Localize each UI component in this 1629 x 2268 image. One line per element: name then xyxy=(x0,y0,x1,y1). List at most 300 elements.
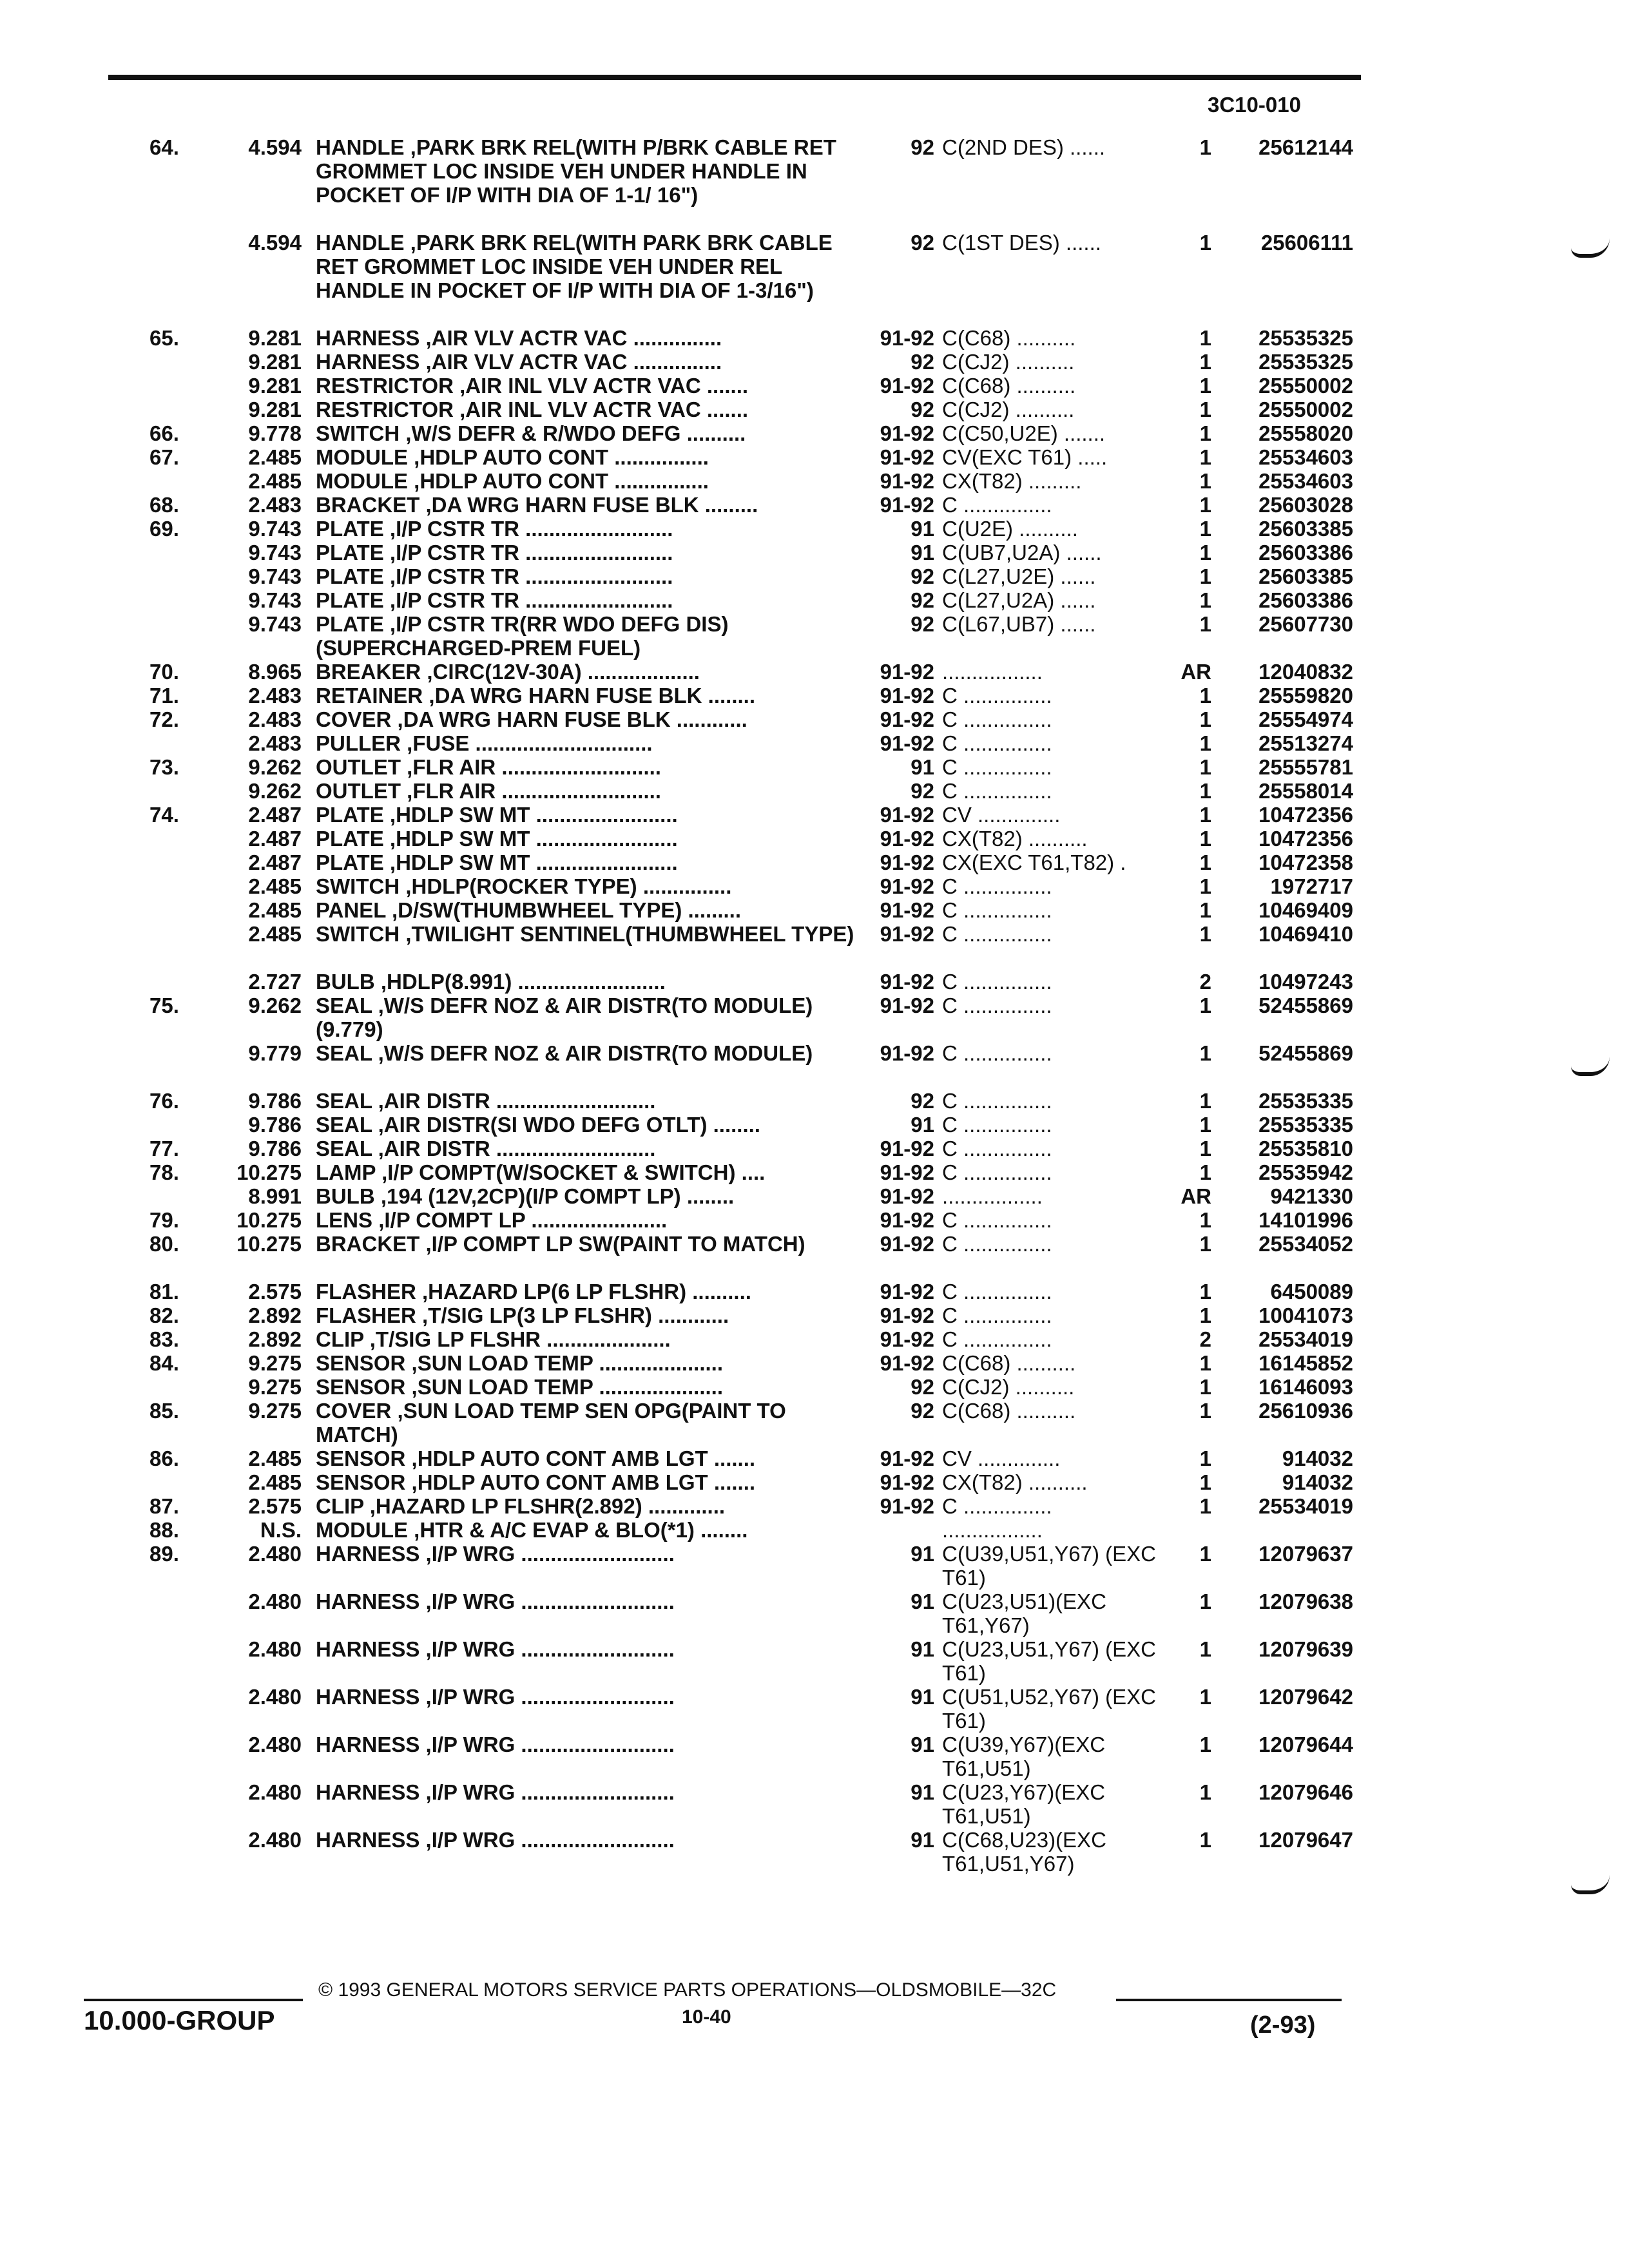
row-description xyxy=(316,1184,857,1208)
table-row xyxy=(0,827,1629,850)
row-part-name: PULLER xyxy=(316,731,401,755)
row-ref: 84. xyxy=(149,1351,179,1375)
row-ref: 75. xyxy=(149,994,179,1017)
row-description-text: ,I/P WRG .......................... xyxy=(425,1733,675,1756)
row-usage: C(L27,U2A) ...... xyxy=(942,588,1096,612)
table-row xyxy=(0,898,1629,922)
row-usage: ................. xyxy=(942,660,1043,684)
row-qty: 1 xyxy=(1199,898,1211,922)
row-ref: 85. xyxy=(149,1399,179,1423)
row-description xyxy=(316,755,857,779)
row-qty: 1 xyxy=(1199,874,1211,898)
row-qty: 1 xyxy=(1199,803,1211,827)
row-description-text: ,HDLP AUTO CONT AMB LGT ....... xyxy=(411,1470,756,1494)
row-description-text: ,T/SIG LP(3 LP FLSHR) ............ xyxy=(422,1303,729,1327)
row-year: 91 xyxy=(911,1828,934,1852)
row-description xyxy=(316,731,857,755)
row-description xyxy=(316,493,857,517)
row-usage: C ............... xyxy=(942,779,1052,803)
row-year: 91-92 xyxy=(880,421,934,445)
row-part-name: BULB xyxy=(316,970,375,994)
row-year: 91-92 xyxy=(880,1184,934,1208)
row-description xyxy=(316,541,857,564)
row-part-name: CLIP xyxy=(316,1494,364,1518)
row-description xyxy=(316,445,857,469)
row-group: 9.281 xyxy=(248,350,302,374)
row-part-name: PLATE xyxy=(316,588,384,612)
row-group: 2.485 xyxy=(248,874,302,898)
row-group: 2.483 xyxy=(248,493,302,517)
row-year: 91 xyxy=(911,1685,934,1709)
row-part-name: SWITCH xyxy=(316,874,400,898)
row-year: 92 xyxy=(911,135,934,159)
row-qty: 1 xyxy=(1199,922,1211,946)
row-description-text: ,HDLP SW MT ........................ xyxy=(389,850,678,874)
row-year: 91-92 xyxy=(880,326,934,350)
row-usage: C ............... xyxy=(942,493,1052,517)
row-part-name: SENSOR xyxy=(316,1351,406,1375)
row-part-name: CLIP xyxy=(316,1327,364,1351)
row-year: 91 xyxy=(911,1590,934,1613)
row-group: 2.480 xyxy=(248,1590,302,1613)
row-year: 92 xyxy=(911,1375,934,1399)
row-qty: 1 xyxy=(1199,1232,1211,1256)
row-usage: C ............... xyxy=(942,731,1052,755)
row-usage: C(U39,U51,Y67) (EXC T61) xyxy=(942,1542,1156,1590)
row-usage: C(U23,U51)(EXC T61,Y67) xyxy=(942,1590,1106,1637)
row-part-name: SWITCH xyxy=(316,922,400,946)
row-qty: 1 xyxy=(1199,707,1211,731)
row-part-name: HARNESS xyxy=(316,326,420,350)
row-part-name: SEAL xyxy=(316,994,372,1017)
row-usage: C ............... xyxy=(942,755,1052,779)
row-group: 4.594 xyxy=(248,231,302,255)
row-qty: 1 xyxy=(1199,1137,1211,1160)
row-ref: 65. xyxy=(149,326,179,350)
table-row xyxy=(0,564,1629,588)
row-qty: 1 xyxy=(1199,1208,1211,1232)
row-description-text: ,PARK BRK REL(WITH P/BRK CABLE RET GROMMET LOC INSIDE VEH UNDER HANDLE IN POCKET OF I/P WITH DIA OF 1-1/ 16") xyxy=(316,135,836,207)
row-usage: C(UB7,U2A) ...... xyxy=(942,541,1102,564)
row-description xyxy=(316,1518,857,1542)
table-row xyxy=(0,803,1629,827)
table-row xyxy=(0,779,1629,803)
row-part-number: 10469410 xyxy=(1258,922,1353,946)
row-part-number: 52455869 xyxy=(1258,1041,1353,1065)
row-description xyxy=(316,1089,857,1113)
row-description-text: ,I/P CSTR TR ......................... xyxy=(389,541,673,564)
row-part-number: 12079647 xyxy=(1258,1828,1353,1852)
row-usage: C ............... xyxy=(942,1327,1052,1351)
row-group: 2.480 xyxy=(248,1828,302,1852)
row-ref: 72. xyxy=(149,707,179,731)
table-row xyxy=(0,612,1629,660)
row-part-number: 14101996 xyxy=(1258,1208,1353,1232)
row-description-text: ,I/P WRG .......................... xyxy=(425,1685,675,1709)
row-description xyxy=(316,1399,857,1446)
row-qty: 1 xyxy=(1199,1828,1211,1852)
row-qty: 1 xyxy=(1199,612,1211,636)
row-qty: 1 xyxy=(1199,779,1211,803)
row-part-number: 10041073 xyxy=(1258,1303,1353,1327)
table-row xyxy=(0,1399,1629,1446)
parts-list xyxy=(0,135,1629,1876)
table-row xyxy=(0,1137,1629,1160)
row-year: 91-92 xyxy=(880,1041,934,1065)
row-qty: AR xyxy=(1181,660,1211,684)
row-description-text: ,FUSE .............................. xyxy=(407,731,653,755)
row-group: 2.480 xyxy=(248,1780,302,1804)
row-part-name: PLATE xyxy=(316,803,384,827)
row-group: 9.786 xyxy=(248,1089,302,1113)
row-usage: C ............... xyxy=(942,684,1052,707)
row-qty: 1 xyxy=(1199,1780,1211,1804)
row-usage: CV(EXC T61) ..... xyxy=(942,445,1108,469)
row-part-name: SEAL xyxy=(316,1089,372,1113)
row-description-text: ,HDLP(ROCKER TYPE) ............... xyxy=(405,874,732,898)
row-part-number: 12079638 xyxy=(1258,1590,1353,1613)
row-group: 8.965 xyxy=(248,660,302,684)
row-description xyxy=(316,517,857,541)
row-part-number: 25603385 xyxy=(1258,517,1353,541)
row-year: 91-92 xyxy=(880,922,934,946)
row-year: 92 xyxy=(911,612,934,636)
row-description xyxy=(316,135,857,207)
row-part-number: 16146093 xyxy=(1258,1375,1353,1399)
table-row xyxy=(0,874,1629,898)
table-row xyxy=(0,1089,1629,1113)
row-description-text: ,DA WRG HARN FUSE BLK ............ xyxy=(397,707,747,731)
row-description xyxy=(316,1208,857,1232)
row-part-number: 25607730 xyxy=(1258,612,1353,636)
row-year: 91-92 xyxy=(880,1232,934,1256)
row-description xyxy=(316,612,857,660)
row-year: 91-92 xyxy=(880,803,934,827)
row-description-text: ,AIR VLV ACTR VAC ............... xyxy=(425,350,722,374)
row-usage: C ............... xyxy=(942,970,1052,994)
row-usage: C(CJ2) .......... xyxy=(942,350,1075,374)
row-description-text: ,W/S DEFR NOZ & AIR DISTR(TO MODULE)(9.779) xyxy=(316,994,813,1041)
row-usage: C(CJ2) .......... xyxy=(942,1375,1075,1399)
row-part-name: MODULE xyxy=(316,1518,408,1542)
row-qty: 1 xyxy=(1199,1637,1211,1661)
row-year: 91 xyxy=(911,1733,934,1756)
row-usage: C ............... xyxy=(942,994,1052,1017)
row-description-text: ,AIR DISTR ........................... xyxy=(378,1137,656,1160)
row-year: 91 xyxy=(911,517,934,541)
row-qty: 1 xyxy=(1199,1470,1211,1494)
row-description-text: ,I/P CSTR TR(RR WDO DEFG DIS) (SUPERCHARGED-PREM FUEL) xyxy=(316,612,729,660)
row-part-name: LENS xyxy=(316,1208,373,1232)
row-usage: C(U51,U52,Y67) (EXC T61) xyxy=(942,1685,1156,1733)
row-part-name: SENSOR xyxy=(316,1375,406,1399)
row-usage: C(C50,U2E) ....... xyxy=(942,421,1106,445)
row-part-number: 1972717 xyxy=(1270,874,1353,898)
row-part-name: HARNESS xyxy=(316,1637,420,1661)
row-usage: C(C68) .......... xyxy=(942,374,1076,398)
row-part-name: HARNESS xyxy=(316,1542,420,1566)
row-part-number: 25606111 xyxy=(1260,231,1353,255)
row-year: 91 xyxy=(911,755,934,779)
row-qty: 1 xyxy=(1199,1089,1211,1113)
row-year: 92 xyxy=(911,398,934,421)
row-description xyxy=(316,850,857,874)
table-row xyxy=(0,421,1629,445)
row-description-text: ,HDLP AUTO CONT AMB LGT ....... xyxy=(411,1446,756,1470)
row-group: 2.480 xyxy=(248,1542,302,1566)
row-group: 9.281 xyxy=(248,326,302,350)
row-description-text: ,SUN LOAD TEMP ..................... xyxy=(411,1375,723,1399)
table-row xyxy=(0,135,1629,231)
row-description xyxy=(316,374,857,398)
row-group: 9.262 xyxy=(248,779,302,803)
row-description-text: ,T/SIG LP FLSHR ..................... xyxy=(369,1327,671,1351)
row-qty: 1 xyxy=(1199,469,1211,493)
row-description xyxy=(316,1685,857,1709)
row-usage: C ............... xyxy=(942,1280,1052,1303)
table-row xyxy=(0,1518,1629,1542)
row-usage: C(C68) .......... xyxy=(942,326,1076,350)
row-usage: C ............... xyxy=(942,1113,1052,1137)
row-year: 91-92 xyxy=(880,1446,934,1470)
row-year: 92 xyxy=(911,231,934,255)
row-qty: 1 xyxy=(1199,421,1211,445)
row-qty: 1 xyxy=(1199,755,1211,779)
row-part-number: 25534019 xyxy=(1258,1494,1353,1518)
row-usage: C(C68,U23)(EXC T61,U51,Y67) xyxy=(942,1828,1106,1876)
table-row xyxy=(0,469,1629,493)
row-year: 91-92 xyxy=(880,1494,934,1518)
row-usage: C(CJ2) .......... xyxy=(942,398,1075,421)
table-row xyxy=(0,731,1629,755)
row-part-name: BRACKET xyxy=(316,1232,420,1256)
row-part-number: 25555781 xyxy=(1258,755,1353,779)
page-code: 3C10-010 xyxy=(1208,93,1301,117)
row-year: 91-92 xyxy=(880,1160,934,1184)
row-usage: C ............... xyxy=(942,1089,1052,1113)
table-row xyxy=(0,541,1629,564)
row-part-number: 25558014 xyxy=(1258,779,1353,803)
table-row xyxy=(0,1637,1629,1685)
row-year: 91-92 xyxy=(880,1351,934,1375)
row-qty: 1 xyxy=(1199,135,1211,159)
row-group: 2.487 xyxy=(248,850,302,874)
row-qty: 1 xyxy=(1199,684,1211,707)
footer-page-number: 10-40 xyxy=(682,2006,731,2028)
row-part-name: PLATE xyxy=(316,612,384,636)
row-group: 9.275 xyxy=(248,1399,302,1423)
table-row xyxy=(0,1828,1629,1876)
row-qty: 1 xyxy=(1199,517,1211,541)
table-row xyxy=(0,493,1629,517)
row-part-number: 10497243 xyxy=(1258,970,1353,994)
row-description-text: ,I/P CSTR TR ......................... xyxy=(389,517,673,541)
row-group: 2.487 xyxy=(248,827,302,850)
row-description xyxy=(316,1160,857,1184)
row-part-name: SEAL xyxy=(316,1041,372,1065)
row-part-number: 16145852 xyxy=(1258,1351,1353,1375)
row-description xyxy=(316,1280,857,1303)
row-description-text: ,AIR DISTR ........................... xyxy=(378,1089,656,1113)
table-row xyxy=(0,1733,1629,1780)
row-usage: ................. xyxy=(942,1184,1043,1208)
row-part-name: HARNESS xyxy=(316,1733,420,1756)
row-description-text: ,CIRC(12V-30A) ................... xyxy=(427,660,700,684)
row-usage: C(L27,U2E) ...... xyxy=(942,564,1096,588)
row-qty: 1 xyxy=(1199,374,1211,398)
row-part-name: SENSOR xyxy=(316,1470,406,1494)
row-description-text: ,DA WRG HARN FUSE BLK ......... xyxy=(425,493,758,517)
row-description xyxy=(316,1113,857,1137)
row-usage: C ............... xyxy=(942,874,1052,898)
table-row xyxy=(0,707,1629,731)
row-qty: 1 xyxy=(1199,1494,1211,1518)
row-description xyxy=(316,1303,857,1327)
row-qty: 1 xyxy=(1199,1733,1211,1756)
row-group: 2.575 xyxy=(248,1280,302,1303)
row-part-name: PLATE xyxy=(316,850,384,874)
table-row xyxy=(0,1113,1629,1137)
row-group: 9.743 xyxy=(248,517,302,541)
row-group: 2.480 xyxy=(248,1637,302,1661)
row-group: 2.575 xyxy=(248,1494,302,1518)
row-part-number: 9421330 xyxy=(1270,1184,1353,1208)
row-description-text: ,SUN LOAD TEMP SEN OPG(PAINT TO MATCH) xyxy=(316,1399,786,1446)
row-part-number: 914032 xyxy=(1282,1446,1353,1470)
row-description-text: ,W/S DEFR & R/WDO DEFG .......... xyxy=(405,421,746,445)
row-description-text: ,HDLP SW MT ........................ xyxy=(389,803,678,827)
row-usage: C ............... xyxy=(942,898,1052,922)
row-part-number: 25535942 xyxy=(1258,1160,1353,1184)
row-qty: 1 xyxy=(1199,1113,1211,1137)
row-description-text: ,I/P WRG .......................... xyxy=(425,1780,675,1804)
row-part-number: 25603386 xyxy=(1258,588,1353,612)
row-usage: C(U39,Y67)(EXC T61,U51) xyxy=(942,1733,1106,1780)
row-description xyxy=(316,231,857,302)
row-usage: C(U23,Y67)(EXC T61,U51) xyxy=(942,1780,1106,1828)
row-group: 2.892 xyxy=(248,1303,302,1327)
row-year: 91-92 xyxy=(880,445,934,469)
row-part-name: HARNESS xyxy=(316,350,420,374)
row-part-number: 25554974 xyxy=(1258,707,1353,731)
row-usage: CV .............. xyxy=(942,1446,1061,1470)
table-row xyxy=(0,850,1629,874)
row-part-name: HANDLE xyxy=(316,231,405,255)
row-description xyxy=(316,898,857,922)
row-description xyxy=(316,469,857,493)
row-part-name: FLASHER xyxy=(316,1280,416,1303)
row-group: 10.275 xyxy=(236,1208,302,1232)
row-group: 9.262 xyxy=(248,755,302,779)
table-row xyxy=(0,1375,1629,1399)
row-usage: C ............... xyxy=(942,1232,1052,1256)
row-description-text: ,TWILIGHT SENTINEL(THUMBWHEEL TYPE) xyxy=(405,922,854,946)
row-qty: 1 xyxy=(1199,994,1211,1017)
row-qty: 1 xyxy=(1199,1375,1211,1399)
top-rule xyxy=(108,75,1361,80)
row-description-text: ,SUN LOAD TEMP ..................... xyxy=(411,1351,723,1375)
table-row xyxy=(0,1041,1629,1089)
table-row xyxy=(0,517,1629,541)
row-part-number: 12079644 xyxy=(1258,1733,1353,1756)
row-group: 9.779 xyxy=(248,1041,302,1065)
row-year: 91-92 xyxy=(880,1137,934,1160)
row-description-text: ,I/P COMPT LP ....................... xyxy=(378,1208,668,1232)
table-row xyxy=(0,1327,1629,1351)
row-description-text: ,AIR INL VLV ACTR VAC ....... xyxy=(459,398,749,421)
table-row xyxy=(0,1280,1629,1303)
row-year: 92 xyxy=(911,564,934,588)
row-description-text: ,194 (12V,2CP)(I/P COMPT LP) ........ xyxy=(380,1184,735,1208)
row-description xyxy=(316,1375,857,1399)
table-row xyxy=(0,660,1629,684)
row-description xyxy=(316,1637,857,1661)
row-description xyxy=(316,827,857,850)
row-qty: 1 xyxy=(1199,731,1211,755)
row-part-number: 10469409 xyxy=(1258,898,1353,922)
row-description xyxy=(316,779,857,803)
row-ref: 89. xyxy=(149,1542,179,1566)
row-part-number: 25603386 xyxy=(1258,541,1353,564)
row-part-number: 25603028 xyxy=(1258,493,1353,517)
footer-rule-right xyxy=(1116,1999,1342,2001)
row-description-text: ,HAZARD LP FLSHR(2.892) ............. xyxy=(369,1494,726,1518)
row-description xyxy=(316,1542,857,1566)
row-part-name: PANEL xyxy=(316,898,386,922)
row-usage: C(U23,U51,Y67) (EXC T61) xyxy=(942,1637,1156,1685)
row-part-number: 25535335 xyxy=(1258,1089,1353,1113)
row-ref: 70. xyxy=(149,660,179,684)
row-group: 4.594 xyxy=(248,135,302,159)
row-group: 9.275 xyxy=(248,1375,302,1399)
row-part-number: 10472356 xyxy=(1258,827,1353,850)
row-description xyxy=(316,1137,857,1160)
row-group: 2.480 xyxy=(248,1733,302,1756)
row-ref: 73. xyxy=(149,755,179,779)
row-group: 2.892 xyxy=(248,1327,302,1351)
row-description-text: ,AIR DISTR(SI WDO DEFG OTLT) ........ xyxy=(378,1113,760,1137)
table-row xyxy=(0,1303,1629,1327)
row-group: 9.281 xyxy=(248,374,302,398)
row-part-name: PLATE xyxy=(316,827,384,850)
row-part-name: MODULE xyxy=(316,469,408,493)
row-part-name: HARNESS xyxy=(316,1590,420,1613)
row-part-number: 25513274 xyxy=(1258,731,1353,755)
row-group: 2.485 xyxy=(248,469,302,493)
row-part-number: 12079637 xyxy=(1258,1542,1353,1566)
row-year: 91-92 xyxy=(880,469,934,493)
row-usage: CX(T82) .......... xyxy=(942,827,1088,850)
row-usage: CX(EXC T61,T82) . xyxy=(942,850,1126,874)
row-group: 9.262 xyxy=(248,994,302,1017)
row-description-text: ,I/P CSTR TR ......................... xyxy=(389,588,673,612)
row-usage: CV .............. xyxy=(942,803,1061,827)
row-qty: 2 xyxy=(1199,970,1211,994)
row-usage: C(U2E) .......... xyxy=(942,517,1078,541)
row-part-number: 12079646 xyxy=(1258,1780,1353,1804)
row-qty: 1 xyxy=(1199,350,1211,374)
table-row xyxy=(0,588,1629,612)
table-row xyxy=(0,1351,1629,1375)
row-group: 2.485 xyxy=(248,1446,302,1470)
row-year: 91-92 xyxy=(880,1303,934,1327)
row-part-name: OUTLET xyxy=(316,755,401,779)
row-part-name: BULB xyxy=(316,1184,375,1208)
row-year: 91-92 xyxy=(880,731,934,755)
row-description xyxy=(316,1351,857,1375)
row-description-text: ,DA WRG HARN FUSE BLK ........ xyxy=(429,684,756,707)
row-qty: 1 xyxy=(1199,231,1211,255)
